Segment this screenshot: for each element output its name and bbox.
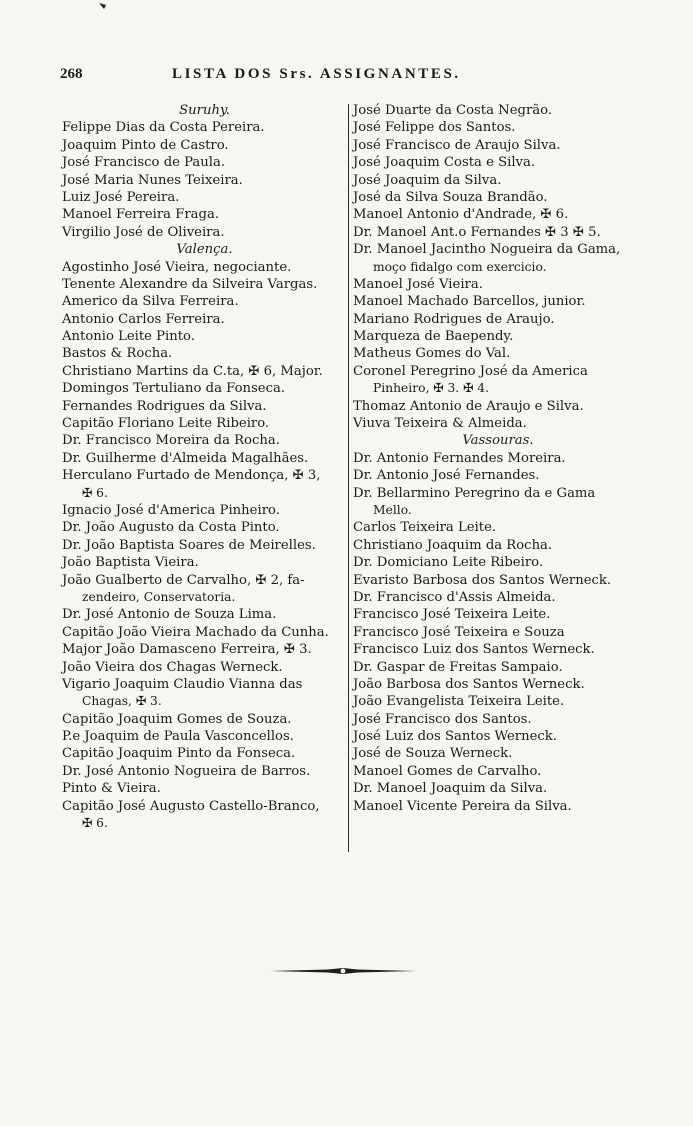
subscriber-entry: Dr. José Antonio Nogueira de Barros. xyxy=(62,763,311,779)
subscriber-entry: Major João Damasceno Ferreira, ✠ 3. xyxy=(62,642,312,658)
subscriber-entry: Dr. Antonio Fernandes Moreira. xyxy=(353,450,566,466)
subscriber-entry: Dr. João Augusto da Costa Pinto. xyxy=(62,520,280,536)
subscriber-entry: José Luiz dos Santos Werneck. xyxy=(353,729,557,745)
subscriber-entry: Dr. João Baptista Soares de Meirelles. xyxy=(62,537,316,553)
subscriber-entry: Manoel Machado Barcellos, junior. xyxy=(353,294,586,310)
subscriber-entry: Dr. Manoel Ant.o Fernandes ✠ 3 ✠ 5. xyxy=(353,224,601,240)
subscriber-entry: Bastos & Rocha. xyxy=(62,346,173,362)
subscriber-entry: Manoel Gomes de Carvalho. xyxy=(353,763,542,779)
subscriber-entry-continuation: ✠ 6. xyxy=(82,485,108,500)
subscriber-entry: Matheus Gomes do Val. xyxy=(353,346,511,362)
subscriber-entry: Carlos Teixeira Leite. xyxy=(353,520,497,536)
subscriber-entry: Francisco José Teixeira e Souza xyxy=(353,624,565,640)
subscriber-entry: Capitão Floriano Leite Ribeiro. xyxy=(62,416,270,432)
section-heading: Valença. xyxy=(176,242,233,258)
subscriber-entry-continuation: Pinheiro, ✠ 3. ✠ 4. xyxy=(373,381,490,396)
subscriber-entry: José Maria Nunes Teixeira. xyxy=(62,172,243,188)
subscriber-entry: Manoel José Vieira. xyxy=(353,276,483,292)
subscriber-entry: Francisco Luiz dos Santos Werneck. xyxy=(353,642,595,658)
section-heading: Suruhy. xyxy=(179,103,230,118)
subscriber-entry: José Joaquim Costa e Silva. xyxy=(353,155,536,171)
subscriber-entry: Dr. Francisco Moreira da Rocha. xyxy=(62,433,280,449)
subscriber-entry: José Francisco de Araujo Silva. xyxy=(353,137,561,153)
subscriber-entry: Capitão João Vieira Machado da Cunha. xyxy=(62,624,329,640)
subscriber-entry: Manoel Vicente Pereira da Silva. xyxy=(353,798,572,814)
subscriber-entry: Manoel Antonio d'Andrade, ✠ 6. xyxy=(353,207,569,223)
subscriber-entry: João Evangelista Teixeira Leite. xyxy=(353,694,565,710)
subscriber-entry: José Felippe dos Santos. xyxy=(353,120,516,136)
subscriber-entry: José de Souza Werneck. xyxy=(353,746,513,762)
subscriber-entry: Luiz José Pereira. xyxy=(62,189,180,205)
subscriber-entry: Manoel Ferreira Fraga. xyxy=(62,207,220,223)
subscriber-entry: Evaristo Barbosa dos Santos Werneck. xyxy=(353,572,612,588)
subscriber-entry-continuation: Chagas, ✠ 3. xyxy=(82,694,162,709)
subscriber-entry: José Francisco de Paula. xyxy=(62,155,226,171)
subscriber-entry: Dr. Gaspar de Freitas Sampaio. xyxy=(353,659,563,675)
subscriber-entry: Herculano Furtado de Mendonça, ✠ 3, xyxy=(62,468,321,484)
subscriber-entry: Pinto & Vieira. xyxy=(62,781,161,797)
subscriber-entry: João Vieira dos Chagas Werneck. xyxy=(62,659,283,675)
subscriber-entry: Agostinho José Vieira, negociante. xyxy=(62,259,292,275)
subscriber-entry: José Joaquim da Silva. xyxy=(353,172,502,188)
subscriber-entry: Dr. Francisco d'Assis Almeida. xyxy=(353,589,556,605)
subscriber-entry: Dr. Guilherme d'Almeida Magalhães. xyxy=(62,450,309,466)
ornamental-rule-icon xyxy=(268,966,418,976)
subscriber-entry: Domingos Tertuliano da Fonseca. xyxy=(62,381,286,397)
subscriber-entry-continuation: Mello. xyxy=(373,502,412,517)
ink-mark-icon xyxy=(98,2,108,10)
subscriber-entry: Dr. José Antonio de Souza Lima. xyxy=(62,607,277,623)
subscriber-entry: José Francisco dos Santos. xyxy=(353,711,532,727)
subscriber-entry: Coronel Peregrino José da America xyxy=(353,363,588,379)
subscriber-entry: Dr. Bellarmino Peregrino da e Gama xyxy=(353,485,596,501)
subscriber-entry: P.e Joaquim de Paula Vasconcellos. xyxy=(62,729,294,745)
subscriber-entry: Mariano Rodrigues de Araujo. xyxy=(353,311,555,327)
subscriber-entry: Capitão José Augusto Castello-Branco, xyxy=(62,798,320,814)
right-column xyxy=(353,102,643,815)
subscriber-entry: Tenente Alexandre da Silveira Vargas. xyxy=(62,276,318,292)
subscriber-entry: Vigario Joaquim Claudio Vianna das xyxy=(62,676,303,692)
subscriber-entry: Americo da Silva Ferreira. xyxy=(62,294,239,310)
subscriber-entry: José Duarte da Costa Negrão. xyxy=(353,103,553,118)
subscriber-entry: Dr. Manoel Joaquim da Silva. xyxy=(353,781,548,797)
subscriber-entry: Fernandes Rodrigues da Silva. xyxy=(62,398,267,414)
subscriber-entry: Antonio Leite Pinto. xyxy=(62,329,195,345)
subscriber-entry: João Baptista Vieira. xyxy=(62,555,199,571)
subscriber-entry: Virgilio José de Oliveira. xyxy=(62,224,225,240)
subscriber-entry-continuation: ✠ 6. xyxy=(82,816,108,831)
subscriber-entry: Viuva Teixeira & Almeida. xyxy=(353,416,527,432)
subscriber-entry: Marqueza de Baependy. xyxy=(353,329,514,345)
subscriber-entry: Thomaz Antonio de Araujo e Silva. xyxy=(353,398,584,414)
subscriber-entry: Felippe Dias da Costa Pereira. xyxy=(62,120,265,136)
subscriber-entry: José da Silva Souza Brandão. xyxy=(353,189,548,205)
subscriber-entry: João Barbosa dos Santos Werneck. xyxy=(353,676,585,692)
subscriber-entry: Christiano Martins da C.ta, ✠ 6, Major. xyxy=(62,363,323,379)
subscriber-entry: João Gualberto de Carvalho, ✠ 2, fa- xyxy=(62,572,305,588)
column-divider xyxy=(348,104,349,852)
subscriber-entry: Christiano Joaquim da Rocha. xyxy=(353,537,553,553)
subscriber-entry: Capitão Joaquim Gomes de Souza. xyxy=(62,711,292,727)
subscriber-entry: Francisco José Teixeira Leite. xyxy=(353,607,551,623)
subscriber-entry: Ignacio José d'America Pinheiro. xyxy=(62,502,280,518)
subscriber-entry: Antonio Carlos Ferreira. xyxy=(62,311,225,327)
section-heading: Vassouras. xyxy=(462,433,534,449)
subscriber-entry-continuation: zendeiro, Conservatoria. xyxy=(82,589,236,604)
subscriber-entry: Capitão Joaquim Pinto da Fonseca. xyxy=(62,746,296,762)
subscriber-entry-continuation: moço fidalgo com exercicio. xyxy=(373,259,547,274)
subscriber-entry: Joaquim Pinto de Castro. xyxy=(62,137,229,153)
subscriber-entry: Dr. Antonio José Fernandes. xyxy=(353,468,540,484)
subscriber-entry: Dr. Manoel Jacintho Nogueira da Gama, xyxy=(353,242,621,258)
page-title: LISTA DOS Srs. ASSIGNANTES. xyxy=(172,66,461,82)
subscriber-entry: Dr. Domiciano Leite Ribeiro. xyxy=(353,555,544,571)
left-column xyxy=(62,102,347,832)
page-header xyxy=(60,66,640,88)
page-number: 268 xyxy=(60,66,83,82)
